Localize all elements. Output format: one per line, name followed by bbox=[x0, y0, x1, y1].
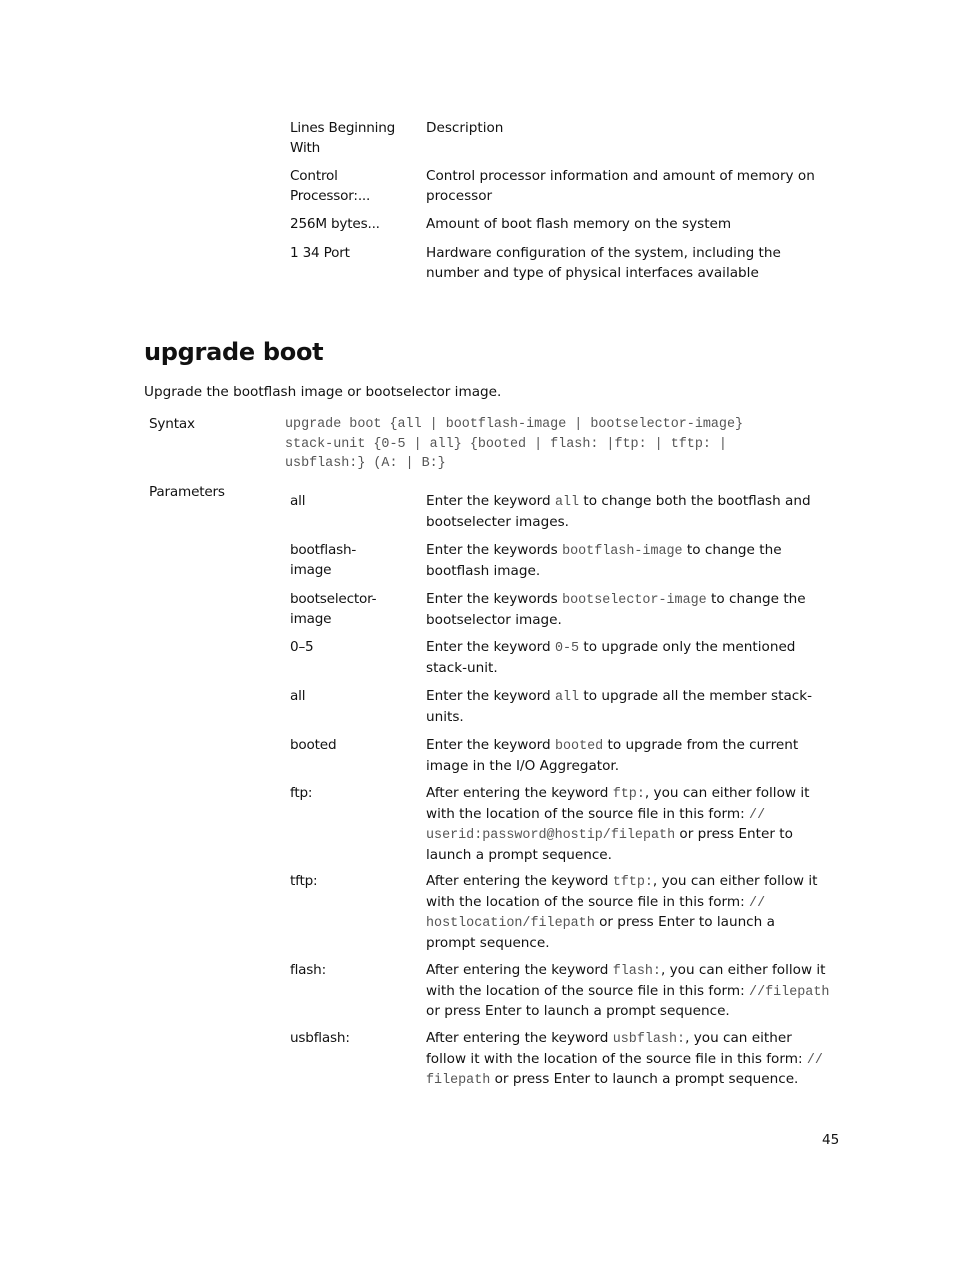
keyword-code: // bbox=[749, 895, 766, 911]
description-text: Enter the keyword bbox=[426, 493, 555, 509]
description-text: After entering the keyword bbox=[426, 785, 613, 801]
table-row-key: 256M bytes... bbox=[290, 216, 380, 232]
description-text: Enter the keywords bbox=[426, 591, 563, 607]
parameter-description bbox=[426, 687, 812, 727]
description-text: or press Enter to bbox=[675, 826, 793, 842]
description-text: units. bbox=[426, 708, 464, 725]
parameter-description bbox=[426, 784, 809, 865]
description-text: with the location of the source file in this form: bbox=[426, 893, 750, 910]
description-text: Enter the keyword bbox=[426, 688, 555, 704]
parameters-label: Parameters bbox=[149, 484, 225, 500]
table-row-desc: Amount of boot flash memory on the system bbox=[426, 216, 732, 232]
parameter-name: bootflash- image bbox=[290, 542, 357, 578]
description-text: Enter the keywords bbox=[426, 542, 563, 558]
description-text: bootselector image. bbox=[426, 611, 562, 628]
description-text: stack-unit. bbox=[426, 659, 498, 676]
parameter-name: booted bbox=[290, 737, 337, 753]
parameter-description bbox=[426, 638, 795, 678]
description-text: bootselecter images. bbox=[426, 513, 569, 530]
table-row-key: Control Processor:... bbox=[290, 168, 371, 204]
description-text: to upgrade from the current bbox=[603, 737, 799, 753]
description-text: After entering the keyword bbox=[426, 1030, 613, 1046]
keyword-code: flash: bbox=[612, 964, 661, 979]
parameter-description bbox=[426, 961, 829, 1022]
keyword-code: all bbox=[554, 690, 580, 705]
description-text: or press Enter to launch a prompt sequence. bbox=[426, 1003, 730, 1019]
parameter-name: 0–5 bbox=[290, 639, 314, 655]
description-text: bootflash image. bbox=[426, 562, 541, 579]
table-header-description: Description bbox=[426, 120, 504, 136]
keyword-code: booted bbox=[554, 739, 604, 754]
page-title: upgrade boot bbox=[144, 338, 324, 366]
description-text: After entering the keyword bbox=[426, 873, 613, 889]
description-text: Enter the keyword bbox=[426, 737, 555, 753]
description-text: , you can either follow it bbox=[644, 785, 810, 801]
keyword-code: // bbox=[749, 807, 766, 823]
keyword-code: usbflash: bbox=[612, 1032, 686, 1047]
description-text: to change the bbox=[706, 591, 806, 607]
keyword-code: hostlocation/filepath bbox=[426, 916, 595, 931]
parameter-description bbox=[426, 872, 817, 953]
keyword-code: userid:password@hostip/filepath bbox=[426, 828, 676, 843]
description-text: Enter the keyword bbox=[426, 639, 555, 655]
description-text: or press Enter to launch a prompt sequence. bbox=[490, 1071, 799, 1087]
description-text: or press Enter to launch a bbox=[594, 914, 775, 930]
keyword-code: bootflash-image bbox=[562, 544, 683, 559]
syntax-line: stack-unit {0-5 | all} {booted | flash: |ftp: | tftp: | bbox=[285, 436, 727, 452]
description-text: to change the bbox=[682, 542, 782, 558]
parameter-description bbox=[426, 1029, 823, 1091]
description-text: image in the I/O Aggregator. bbox=[426, 757, 620, 774]
syntax-label: Syntax bbox=[149, 416, 195, 432]
parameter-name: all bbox=[290, 688, 306, 704]
description-text: , you can either follow it bbox=[660, 962, 826, 978]
parameter-name: bootselector- image bbox=[290, 591, 377, 627]
description-text: to change both the bootflash and bbox=[579, 493, 811, 509]
description-text: launch a prompt sequence. bbox=[426, 846, 612, 863]
parameter-name: usbflash: bbox=[290, 1030, 350, 1046]
description-text: follow it with the location of the source file in this form: bbox=[426, 1050, 807, 1067]
description-text: prompt sequence. bbox=[426, 934, 550, 951]
keyword-code: filepath bbox=[426, 1073, 491, 1088]
table-row-desc: Control processor information and amount of memory on processor bbox=[426, 168, 815, 204]
parameter-description bbox=[426, 541, 782, 581]
syntax-line: usbflash:} (A: | B:} bbox=[285, 456, 446, 471]
description-text: with the location of the source file in this form: bbox=[426, 982, 750, 999]
table-row-desc: Hardware configuration of the system, including the number and type of physical interfaces available bbox=[426, 245, 781, 281]
parameter-description bbox=[426, 736, 798, 776]
keyword-code: // bbox=[806, 1052, 823, 1068]
parameter-name: flash: bbox=[290, 962, 326, 978]
keyword-code: 0-5 bbox=[554, 641, 580, 656]
description-text: , you can either bbox=[685, 1030, 792, 1046]
keyword-code: all bbox=[554, 495, 580, 510]
parameter-description bbox=[426, 492, 811, 532]
section-summary: Upgrade the bootflash image or bootselector image. bbox=[144, 384, 502, 400]
description-text: to upgrade all the member stack- bbox=[579, 688, 813, 704]
description-text: with the location of the source file in this form: bbox=[426, 805, 750, 822]
description-text: to upgrade only the mentioned bbox=[579, 639, 796, 655]
parameter-description bbox=[426, 590, 806, 630]
table-row-key: 1 34 Port bbox=[290, 245, 350, 261]
description-text: After entering the keyword bbox=[426, 962, 613, 978]
parameter-name: all bbox=[290, 493, 306, 509]
keyword-code: ftp: bbox=[612, 787, 645, 802]
parameter-name: tftp: bbox=[290, 873, 318, 889]
page-number: 45 bbox=[822, 1132, 840, 1148]
table-header-lines: Lines Beginning With bbox=[290, 120, 396, 156]
keyword-code: //filepath bbox=[749, 984, 830, 1000]
parameter-name: ftp: bbox=[290, 785, 313, 801]
syntax-block bbox=[285, 415, 743, 474]
keyword-code: tftp: bbox=[612, 875, 653, 890]
syntax-line: upgrade boot {all | bootflash-image | bootselector-image} bbox=[285, 417, 744, 432]
description-text: , you can either follow it bbox=[652, 873, 818, 889]
keyword-code: bootselector-image bbox=[562, 593, 707, 608]
